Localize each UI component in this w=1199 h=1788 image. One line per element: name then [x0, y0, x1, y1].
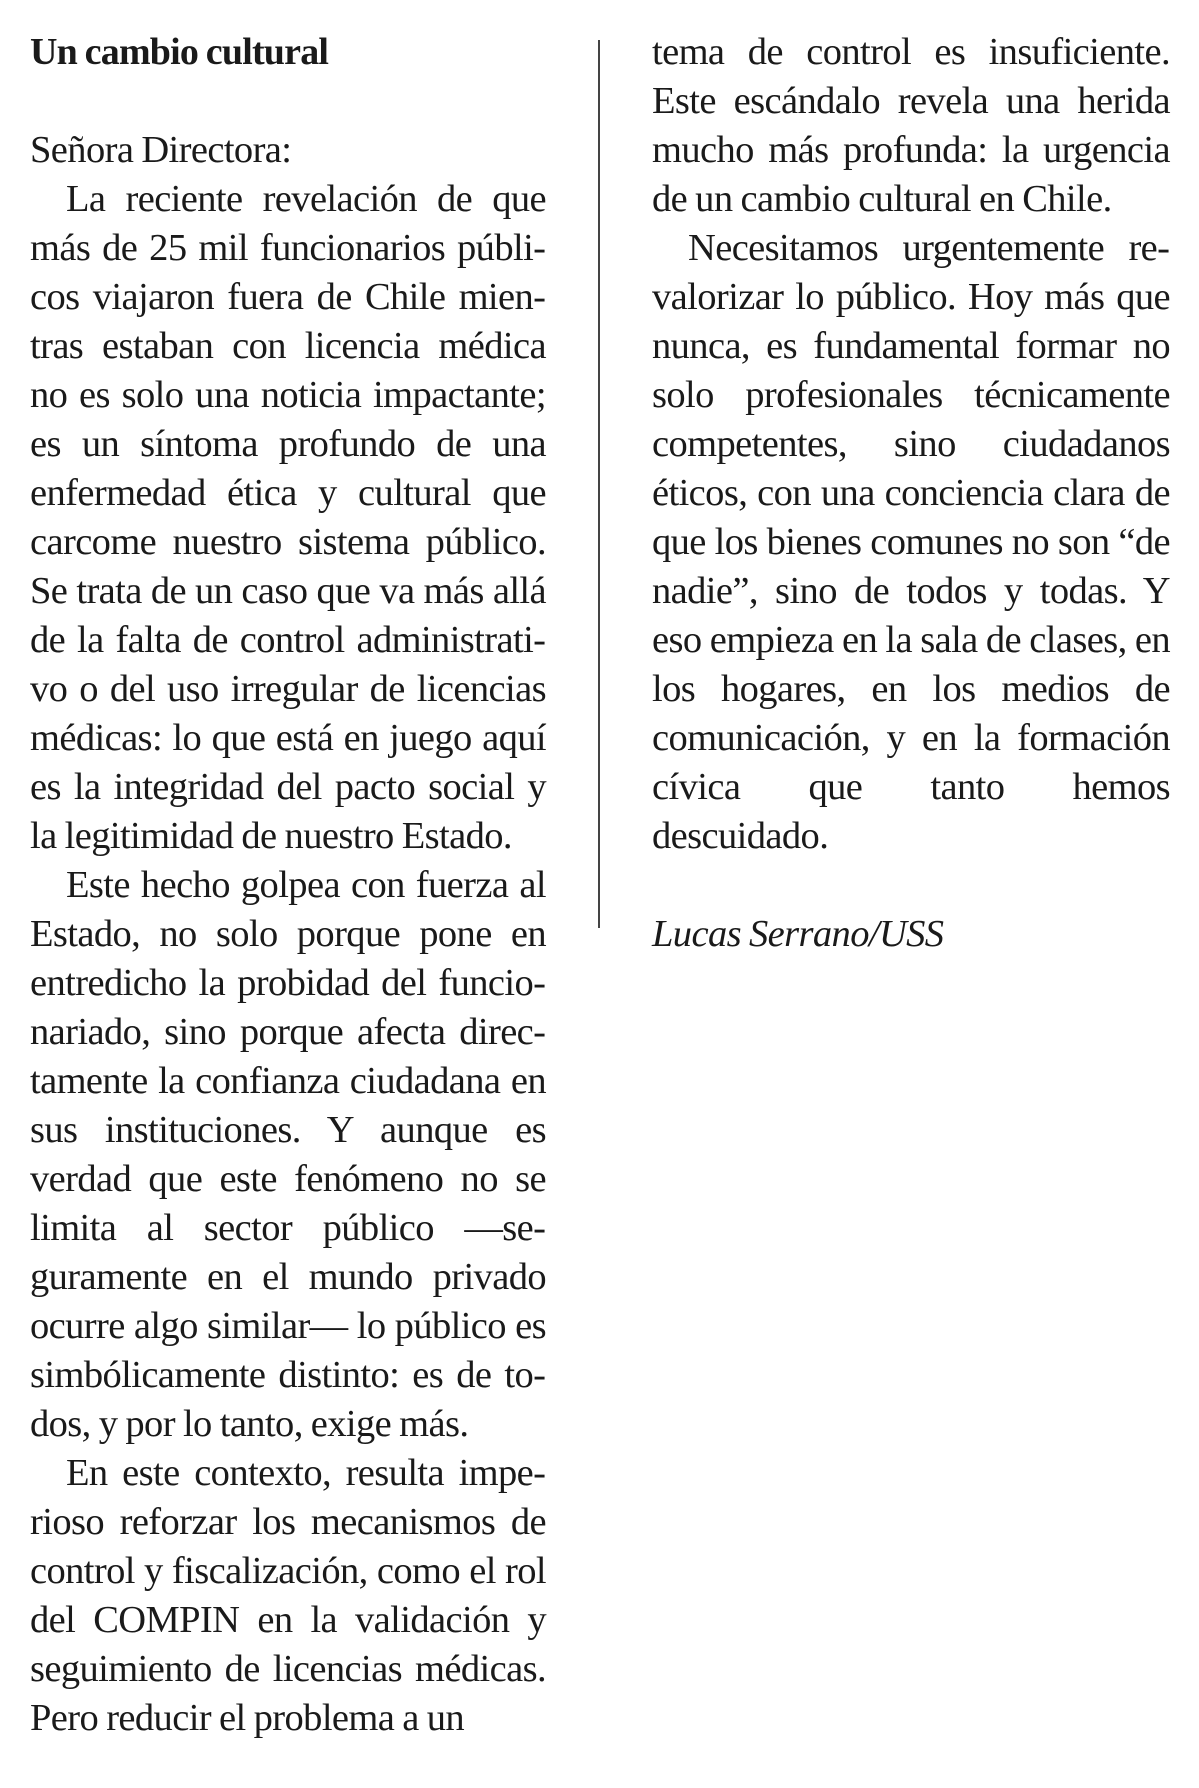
body-paragraph: La reciente revelación de que más de 25 mil funcionarios públicos viajaron fuera de Chile mientras estaban con licencia médica no es solo una noticia impactante; es un síntoma profundo de una enfermedad ética y cultural que carcome nuestro sistema público. Se trata de un caso que va más allá de la falta de control administrativo o del uso irregular de licencias médicas: lo que está en juego aquí es la integridad del pacto social y la legitimidad de nuestro Estado.: [30, 178, 546, 857]
body-paragraph-continued: tema de control es insuficiente. Este escándalo revela una herida mucho más profunda: la urgencia de un cambio cultural en Chile.: [652, 31, 1170, 220]
body-paragraph: Necesitamos urgentemente revalorizar lo público. Hoy más que nunca, es fundamental formar no solo profesionales técnicamente competentes, sino ciudadanos éticos, con una conciencia clara de que los bienes comunes no son “de nadie”, sino de todos y todas. Y eso empieza en la sala de clases, en los hogares, en los medios de comunicación, y en la formación cívica que tanto hemos descuidado.: [652, 227, 1170, 857]
right-column: [652, 28, 1170, 959]
left-column: [30, 28, 546, 1743]
column-divider: [598, 40, 600, 928]
body-paragraph: En este contexto, resulta imperioso reforzar los mecanismos de control y fiscalización, como el rol del COMPIN en la validación y seguimiento de licencias médicas. Pero reducir el problema a un: [30, 1452, 546, 1739]
salutation: Señora Directora:: [30, 129, 292, 171]
body-paragraph: Este hecho golpea con fuerza al Estado, no solo porque pone en entredicho la probidad del funcionariado, sino porque afecta directamente la confianza ciudadana en sus instituciones. Y aunque es verdad que este fenómeno no se limita al sector público —seguramente en el mundo privado ocurre algo similar— lo público es simbólicamente distinto: es de todos, y por lo tanto, exige más.: [30, 864, 546, 1445]
article-title: Un cambio cultural: [30, 31, 329, 73]
signature: Lucas Serrano/USS: [652, 913, 944, 955]
